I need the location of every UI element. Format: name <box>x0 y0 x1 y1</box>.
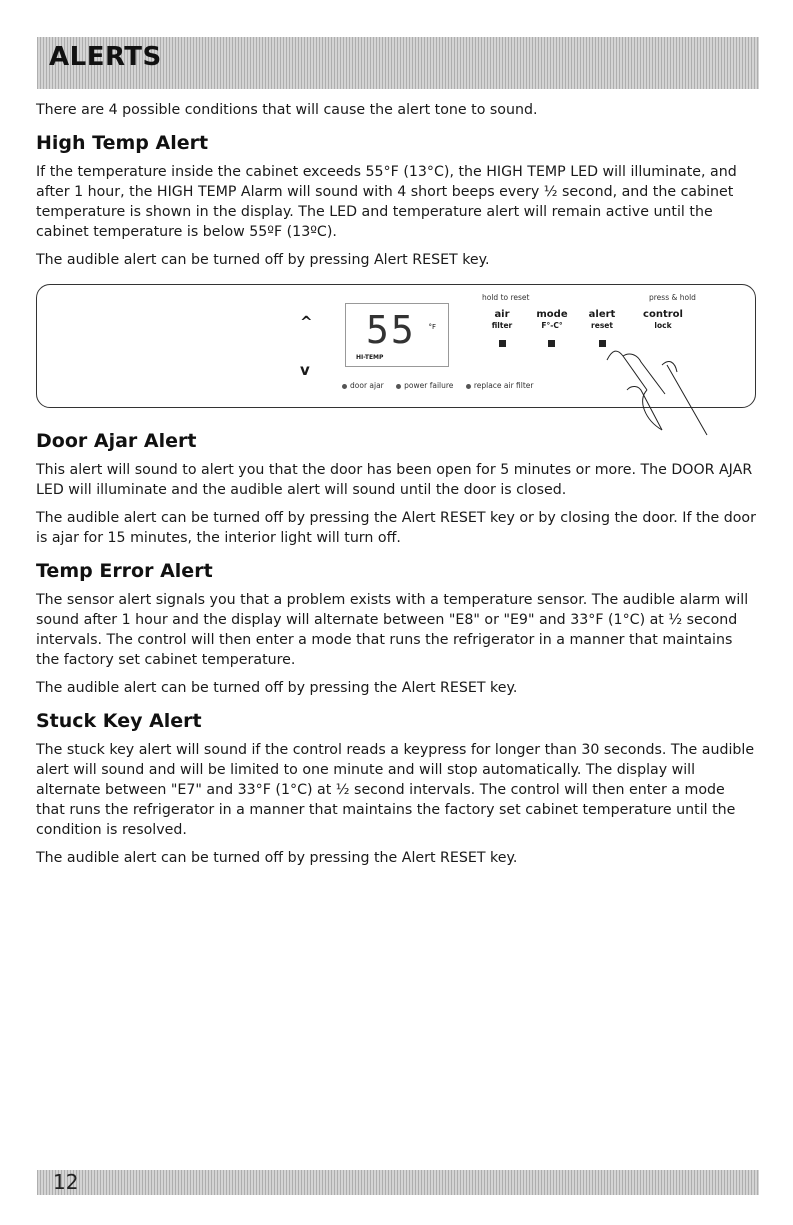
hold-to-reset-label: hold to reset <box>482 293 530 302</box>
replace-air-filter-dot-icon <box>466 384 471 389</box>
display-unit: °F <box>428 323 436 331</box>
power-failure-indicator <box>396 381 453 390</box>
door-ajar-dot-icon <box>342 384 347 389</box>
page-title: ALERTS <box>49 42 162 72</box>
temp-error-heading: Temp Error Alert <box>36 560 213 582</box>
alert-reset-key-label: alert <box>588 309 616 320</box>
alert-reset-key-sublabel: reset <box>591 321 613 330</box>
door-ajar-paragraph-2: The audible alert can be turned off by pressing the Alert RESET key or by closing the door. If the door is ajar for 15 minutes, the interior light will turn off. <box>36 510 756 546</box>
control-lock-key[interactable] <box>635 309 691 331</box>
replace-air-filter-label: replace air filter <box>473 381 534 390</box>
mode-key-label: mode <box>536 309 568 320</box>
air-filter-key-label: air <box>494 309 510 320</box>
press-hold-label: press & hold <box>649 293 696 302</box>
mode-led <box>548 340 555 347</box>
alert-led <box>599 340 606 347</box>
door-ajar-label: door ajar <box>350 381 384 390</box>
high-temp-paragraph-2: The audible alert can be turned off by pressing Alert RESET key. <box>36 252 490 268</box>
replace-air-filter-indicator <box>466 381 534 390</box>
display-value: 55 <box>366 308 416 352</box>
temp-error-paragraph-1: The sensor alert signals you that a problem exists with a temperature sensor. The audible alarm will sound after 1 hour and the display will alternate between "E8" or "E9" and 33°F (1°C) at ½ second intervals. The control will then enter a mode that runs the refrigerator in a manner that maintains the factory set cabinet temperature. <box>36 592 749 668</box>
pressing-finger-icon <box>607 330 757 450</box>
door-ajar-paragraph-1: This alert will sound to alert you that the door has been open for 5 minutes or more. The DOOR AJAR LED will illuminate and the audible alert will sound until the door is closed. <box>36 462 753 498</box>
page-number: 12 <box>53 1170 79 1194</box>
section-header-bar <box>37 37 759 89</box>
air-filter-key[interactable] <box>477 309 527 331</box>
temperature-display <box>345 303 449 367</box>
down-arrow-icon: v <box>300 361 310 379</box>
power-failure-dot-icon <box>396 384 401 389</box>
temp-error-paragraph-2: The audible alert can be turned off by pressing the Alert RESET key. <box>36 680 518 696</box>
stuck-key-paragraph-1: The stuck key alert will sound if the control reads a keypress for longer than 30 seconds. The audible alert will sound and will be limited to one minute and will stop automatically. The display will alternate between "E7" and 33°F (1°C) at ½ second intervals. The control will then enter a mode that runs the refrigerator in a manner that maintains the factory set cabinet temperature until the condition is resolved. <box>36 742 755 838</box>
mode-key-sublabel: F°-C° <box>541 321 563 330</box>
stuck-key-paragraph-2: The audible alert can be turned off by pressing the Alert RESET key. <box>36 850 518 866</box>
status-indicators <box>342 381 544 390</box>
alert-reset-key[interactable] <box>577 309 627 331</box>
up-arrow-icon: ^ <box>300 313 313 331</box>
power-failure-label: power failure <box>404 381 454 390</box>
air-filter-led <box>499 340 506 347</box>
door-ajar-indicator <box>342 381 384 390</box>
main-content <box>36 100 758 876</box>
control-lock-key-sublabel: lock <box>654 321 672 330</box>
stuck-key-heading: Stuck Key Alert <box>36 710 202 732</box>
footer-bar <box>37 1170 759 1195</box>
mode-key[interactable] <box>527 309 577 331</box>
high-temp-paragraph-1: If the temperature inside the cabinet exceeds 55°F (13°C), the HIGH TEMP LED will illuminate, and after 1 hour, the HIGH TEMP Alarm will sound with 4 short beeps every ½ second, and the cabinet temperature is shown in the display. The LED and temperature alert will remain active until the cabinet temperature is below 55ºF (13ºC). <box>36 164 737 240</box>
intro-text: There are 4 possible conditions that will cause the alert tone to sound. <box>36 102 538 118</box>
air-filter-key-sublabel: filter <box>491 321 513 330</box>
control-lock-key-label: control <box>643 309 683 320</box>
control-panel-illustration <box>36 284 756 408</box>
high-temp-heading: High Temp Alert <box>36 132 209 154</box>
door-ajar-heading: Door Ajar Alert <box>36 430 197 452</box>
hi-temp-indicator: HI-TEMP <box>356 354 384 361</box>
